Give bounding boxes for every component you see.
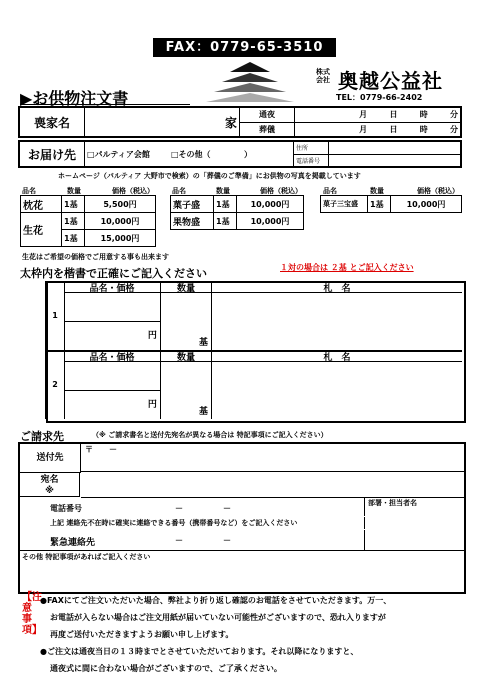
- note-line: 通夜式に間に合わない場合がございますので、ご了承ください。: [50, 664, 282, 673]
- tag-name-field[interactable]: [212, 362, 462, 419]
- billing-heading-note: （※ ご請求書名と送付先宛名が異なる場合は 特記事項にご記入ください）: [92, 431, 328, 439]
- company-prefix: 株式 会社: [316, 68, 330, 84]
- products-table-2: [170, 195, 304, 230]
- billing-heading: ご請求先: [20, 430, 64, 443]
- product-qty: 1基: [214, 213, 237, 230]
- mourner-table: [18, 106, 462, 138]
- wake-label: 通夜: [240, 107, 295, 122]
- product-price: 5,500円: [85, 196, 156, 213]
- form-title: ▶お供物注文書: [20, 89, 129, 108]
- product-price: 15,000円: [85, 230, 156, 247]
- option-partia[interactable]: □パルティア会館: [85, 141, 170, 167]
- products-headers-3: 品名 数量 価格（税込）: [323, 187, 459, 195]
- notes-label: 【注意事項】: [22, 592, 42, 636]
- logo-stack-graphic: [200, 60, 300, 106]
- product-name-field[interactable]: [64, 362, 161, 391]
- tag-header: 札 名: [212, 350, 462, 362]
- company-tel: TEL：0779-66-2402: [336, 93, 423, 102]
- delivery-label: お届け先: [19, 141, 85, 167]
- tag-header: 札 名: [212, 281, 462, 293]
- note-line: ●FAXにてご注文いただいた場合、弊社より折り返し確認のお電話をさせていただきます。万一、: [40, 596, 392, 605]
- order-row: [46, 350, 462, 419]
- order-row: [46, 281, 462, 352]
- phone-label: 電話番号: [294, 154, 329, 167]
- qty-header: 数量: [161, 350, 212, 362]
- fresh-flower-note: 生花はご希望の価格でご用意する事も出来ます: [22, 253, 169, 261]
- products-table-3: [320, 195, 462, 213]
- product-qty: 1基: [62, 196, 85, 213]
- other-notes-field[interactable]: [20, 562, 464, 592]
- billing-phone-label: 電話番号: [50, 504, 82, 513]
- fax-number: FAX：0779-65-3510: [153, 38, 336, 57]
- product-name-field[interactable]: [64, 293, 161, 322]
- instructions-heading: 太枠内を楷書で正確にご記入ください: [20, 267, 207, 280]
- tag-name-field[interactable]: [212, 293, 462, 350]
- phone-field[interactable]: [329, 154, 462, 167]
- emergency-note: 上記 連絡先不在時に確実に連絡できる番号（携帯番号など）をご記入ください: [20, 517, 365, 529]
- products-headers-2: 品名 数量 価格（税込）: [172, 187, 302, 195]
- product-price: 10,000円: [391, 196, 462, 213]
- emergency-row[interactable]: [20, 530, 365, 551]
- product-name: 枕花: [21, 196, 62, 213]
- notes-list: [40, 592, 460, 677]
- wake-datetime[interactable]: 月 日 時 分: [295, 107, 462, 122]
- note-line: 再度ご送付いただきますようお願い申し上げます。: [50, 630, 234, 639]
- products-table-1: [20, 195, 156, 247]
- option-other[interactable]: □その他（ ）: [169, 141, 294, 167]
- qty-field[interactable]: 基: [161, 293, 212, 350]
- product-name: 生花: [21, 213, 62, 247]
- billing-frame: [18, 442, 466, 594]
- other-notes-label: その他 特記事項があればご記入ください: [22, 553, 151, 561]
- dept-label: 部署・担当者名: [368, 499, 417, 507]
- product-price: 10,000円: [237, 213, 304, 230]
- addressee-field[interactable]: [81, 473, 464, 498]
- order-num: 1: [46, 281, 65, 350]
- delivery-table: [18, 140, 462, 168]
- product-qty: 1基: [62, 213, 85, 230]
- name-price-header: 品名・価格: [64, 281, 161, 293]
- billing-phone-dashes: － －: [175, 504, 231, 513]
- emergency-dashes: － －: [175, 536, 231, 545]
- company-name: 奥越公益社: [338, 69, 443, 93]
- title-underline: [20, 104, 190, 105]
- name-price-header: 品名・価格: [64, 350, 161, 362]
- product-name: 菓子盛: [171, 196, 214, 213]
- billing-phone-row[interactable]: [20, 498, 365, 516]
- product-qty: 1基: [214, 196, 237, 213]
- product-name: 菓子三宝盛: [321, 196, 368, 213]
- qty-header: 数量: [161, 281, 212, 293]
- send-to-label: 送付先: [20, 444, 81, 473]
- addressee-label: 宛名 ※: [20, 473, 80, 497]
- funeral-datetime[interactable]: 月 日 時 分: [295, 122, 462, 137]
- order-num: 2: [46, 350, 65, 419]
- address-field[interactable]: [329, 141, 462, 154]
- products-headers-1: 品名 数量 価格（税込）: [22, 187, 154, 195]
- send-to-field[interactable]: 〒 －: [81, 444, 464, 472]
- qty-field[interactable]: 基: [161, 362, 212, 419]
- price-field[interactable]: 円: [64, 391, 161, 419]
- product-name: 果物盛: [171, 213, 214, 230]
- note-line: ●ご注文は通夜当日の１３時までとさせていただいております。それ以降になりますと、: [40, 647, 359, 656]
- address-label: 住所: [294, 141, 329, 154]
- price-field[interactable]: 円: [64, 322, 161, 350]
- funeral-label: 葬儀: [240, 122, 295, 137]
- product-price: 10,000円: [85, 213, 156, 230]
- mourner-label: 喪家名: [19, 107, 85, 137]
- mourner-ke: 家: [85, 107, 240, 137]
- pair-note: １対の場合は ２基 とご記入ください: [280, 263, 414, 272]
- note-line: お電話が入らない場合はご注文用紙が届いていない可能性がございますので、恐れ入りますが: [50, 613, 386, 622]
- product-price: 10,000円: [237, 196, 304, 213]
- product-qty: 1基: [368, 196, 391, 213]
- homepage-info: ホームページ（パルティア 大野市で検索）の「葬儀のご準備」にお供物の写真を掲載しています: [58, 172, 361, 180]
- product-qty: 1基: [62, 230, 85, 247]
- emergency-label: 緊急連絡先: [50, 538, 96, 548]
